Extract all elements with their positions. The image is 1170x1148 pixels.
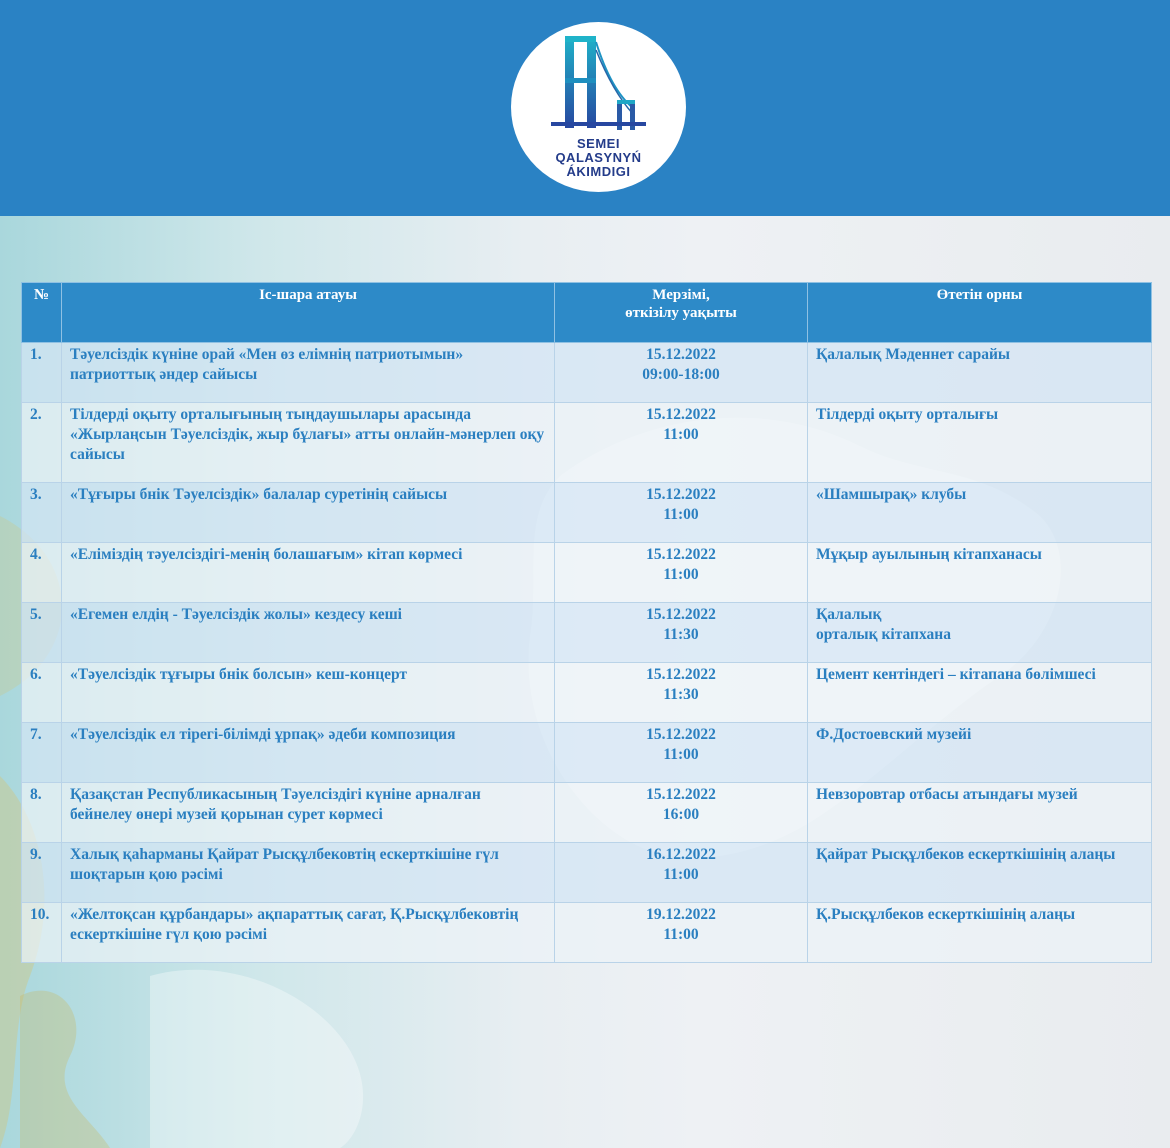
event-time: 11:00 bbox=[663, 566, 699, 583]
row-number: 1. bbox=[22, 343, 62, 403]
event-date: 15.12.2022 bbox=[646, 666, 716, 683]
event-date-time bbox=[555, 403, 808, 483]
event-date-time bbox=[555, 343, 808, 403]
event-name: Тілдерді оқыту орталығының тыңдаушылары арасында «Жырлаңсын Тәуелсіздік, жыр бұлағы» атты онлайн-мәнерлеп оқу сайысы bbox=[62, 403, 555, 483]
row-number: 9. bbox=[22, 843, 62, 903]
row-number: 8. bbox=[22, 783, 62, 843]
event-place: «Шамшырақ» клубы bbox=[808, 483, 1152, 543]
event-name: «Еліміздің тәуелсіздігі-менің болашағым» кітап көрмесі bbox=[62, 543, 555, 603]
event-time: 11:00 bbox=[663, 926, 699, 943]
event-date-time bbox=[555, 843, 808, 903]
table-row bbox=[22, 723, 1152, 783]
event-place: Қайрат Рысқұлбеков ескерткішінің алаңы bbox=[808, 843, 1152, 903]
event-place: Ф.Достоевский музейі bbox=[808, 723, 1152, 783]
event-name: «Желтоқсан құрбандары» ақпараттық сағат, Қ.Рысқұлбековтің ескерткішіне гүл қою рәсімі bbox=[62, 903, 555, 963]
row-number: 5. bbox=[22, 603, 62, 663]
table-row bbox=[22, 483, 1152, 543]
event-date: 15.12.2022 bbox=[646, 346, 716, 363]
table-row bbox=[22, 783, 1152, 843]
event-date: 15.12.2022 bbox=[646, 406, 716, 423]
event-date-time bbox=[555, 663, 808, 723]
row-number: 4. bbox=[22, 543, 62, 603]
event-time: 11:00 bbox=[663, 746, 699, 763]
event-date-time bbox=[555, 483, 808, 543]
event-date-time bbox=[555, 783, 808, 843]
event-name: «Тәуелсіздік тұғыры бнік болсын» кеш-концерт bbox=[62, 663, 555, 723]
event-place: Невзоровтар отбасы атындағы музей bbox=[808, 783, 1152, 843]
event-date: 16.12.2022 bbox=[646, 846, 716, 863]
event-date-time bbox=[555, 543, 808, 603]
bridge-logo-icon bbox=[551, 30, 646, 140]
table-row bbox=[22, 903, 1152, 963]
event-name: Халық қаһарманы Қайрат Рысқұлбековтің ескерткішіне гүл шоқтарын қою рәсімі bbox=[62, 843, 555, 903]
event-date: 15.12.2022 bbox=[646, 726, 716, 743]
header-banner bbox=[0, 0, 1170, 216]
table-row bbox=[22, 543, 1152, 603]
event-place: Қалалық орталық кітапхана bbox=[808, 603, 1152, 663]
event-name: «Тәуелсіздік ел тірегі-білімді ұрпақ» әдеби композиция bbox=[62, 723, 555, 783]
event-date: 15.12.2022 bbox=[646, 546, 716, 563]
event-date: 15.12.2022 bbox=[646, 486, 716, 503]
event-name: «Тұғыры бнік Тәуелсіздік» балалар суретінің сайысы bbox=[62, 483, 555, 543]
event-time: 09:00-18:00 bbox=[642, 366, 720, 383]
event-date: 15.12.2022 bbox=[646, 606, 716, 623]
event-place: Цемент кентіндегі – кітапана бөлімшесі bbox=[808, 663, 1152, 723]
event-time: 11:00 bbox=[663, 426, 699, 443]
event-date-time bbox=[555, 903, 808, 963]
event-name: «Егемен елдің - Тәуелсіздік жолы» кездесу кеші bbox=[62, 603, 555, 663]
events-table bbox=[21, 282, 1152, 963]
row-number: 10. bbox=[22, 903, 62, 963]
event-date: 19.12.2022 bbox=[646, 906, 716, 923]
table-row bbox=[22, 843, 1152, 903]
table-row bbox=[22, 343, 1152, 403]
event-time: 16:00 bbox=[662, 806, 700, 823]
event-date: 15.12.2022 bbox=[646, 786, 716, 803]
event-time: 11:30 bbox=[663, 626, 699, 643]
table-row bbox=[22, 603, 1152, 663]
logo-text-line3: ÁKIMDIGI bbox=[566, 164, 631, 179]
event-time: 11:30 bbox=[663, 686, 699, 703]
row-number: 2. bbox=[22, 403, 62, 483]
header-date-time: Мерзімі, өткізілу уақыты bbox=[555, 283, 808, 343]
row-number: 7. bbox=[22, 723, 62, 783]
table-row bbox=[22, 403, 1152, 483]
table-header-row bbox=[22, 283, 1152, 343]
event-date-time bbox=[555, 603, 808, 663]
event-place: Мұқыр ауылының кітапханасы bbox=[808, 543, 1152, 603]
row-number: 6. bbox=[22, 663, 62, 723]
logo-text-line2: QALASYNYŃ bbox=[555, 150, 642, 165]
table-row bbox=[22, 663, 1152, 723]
event-time: 11:00 bbox=[663, 866, 699, 883]
event-time: 11:00 bbox=[663, 506, 699, 523]
table-body bbox=[22, 343, 1152, 963]
header-num: № bbox=[22, 283, 62, 343]
header-event-name: Іс-шара атауы bbox=[62, 283, 555, 343]
event-place: Қ.Рысқұлбеков ескерткішінің алаңы bbox=[808, 903, 1152, 963]
city-akimat-logo bbox=[511, 22, 686, 192]
row-number: 3. bbox=[22, 483, 62, 543]
event-date-time bbox=[555, 723, 808, 783]
header-place: Өтетін орны bbox=[808, 283, 1152, 343]
event-place: Тілдерді оқыту орталығы bbox=[808, 403, 1152, 483]
event-name: Тәуелсіздік күніне орай «Мен өз елімнің патриотымын» патриоттық әндер сайысы bbox=[62, 343, 555, 403]
event-place: Қалалық Мәденнет сарайы bbox=[808, 343, 1152, 403]
event-name: Қазақстан Республикасының Тәуелсіздігі күніне арналған бейнелеу өнері музей қорынан сурет көрмесі bbox=[62, 783, 555, 843]
logo-text-line1: SEMEI bbox=[577, 136, 620, 151]
